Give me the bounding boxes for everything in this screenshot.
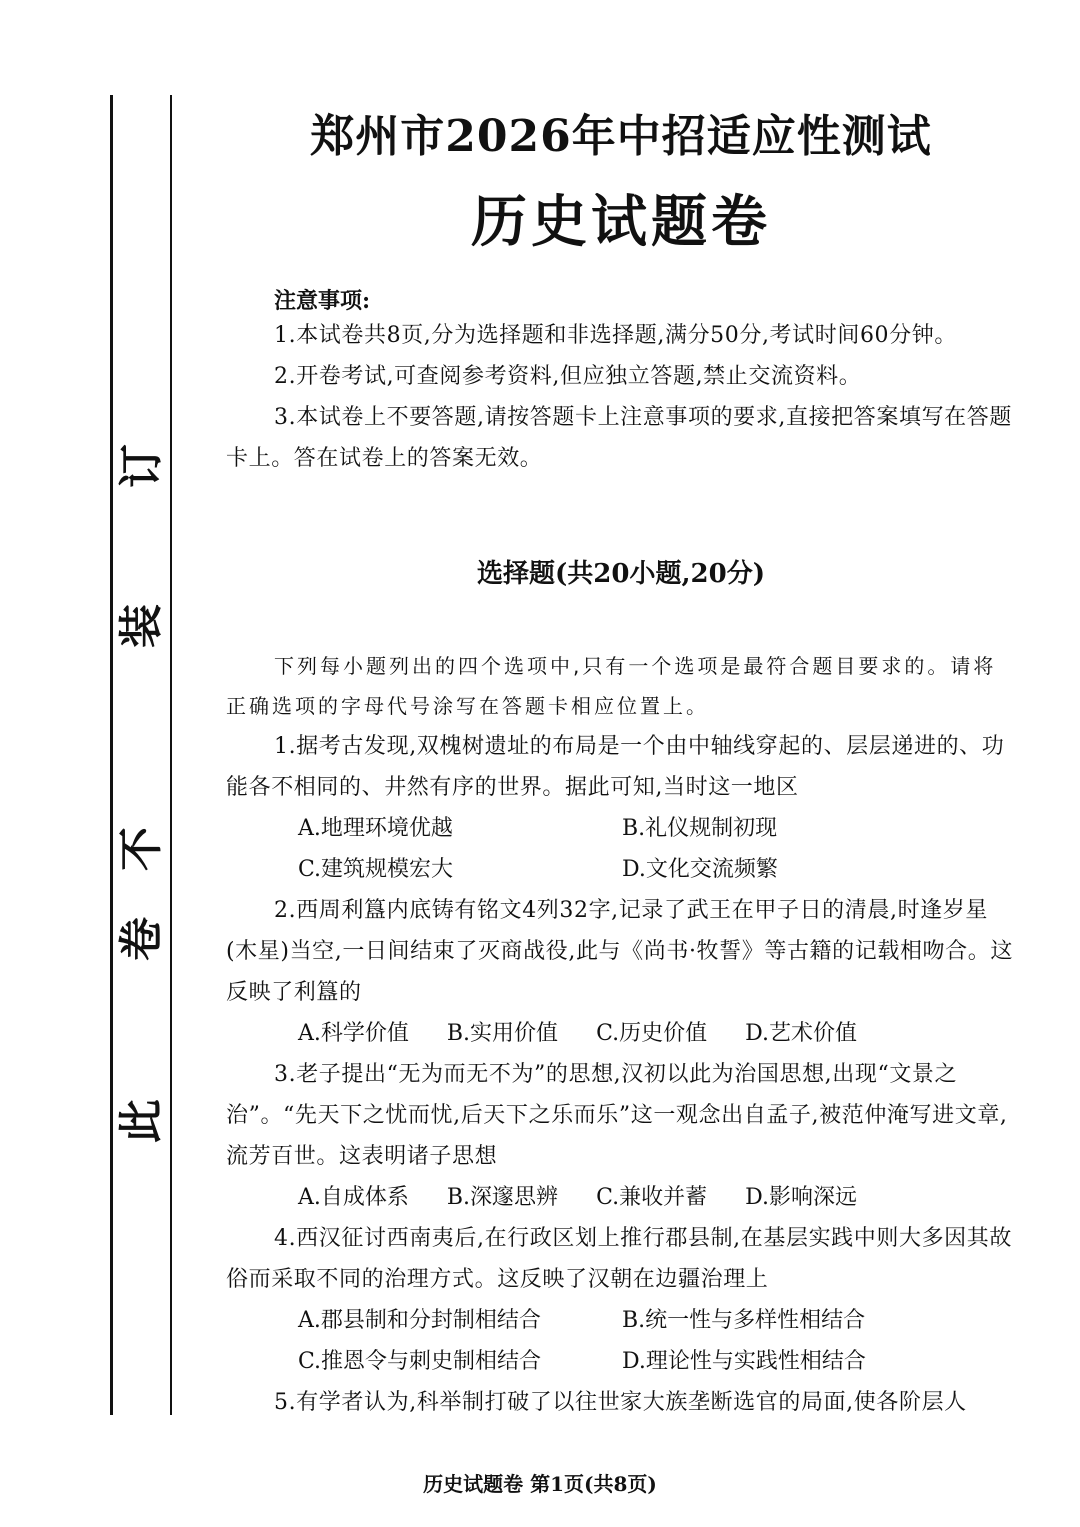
binding-char: 装: [116, 600, 168, 652]
notice-item: 2.开卷考试,可查阅参考资料,但应独立答题,禁止交流资料。: [274, 364, 862, 389]
option: B.实用价值: [446, 1021, 559, 1046]
option: C.推恩令与刺史制相结合: [298, 1349, 542, 1374]
binding-char: 此: [116, 1095, 168, 1147]
question-options: [226, 1013, 1016, 1054]
question-options: [226, 1300, 1016, 1382]
question-stem: 3.老子提出“无为而无不为”的思想,汉初以此为治国思想,出现“文景之治”。“先天下之忧而忧,后天下之乐而乐”这一观念出自孟子,被范仲淹写进文章,流芳百世。这表明诸子思想: [226, 1062, 1008, 1169]
notice-item: 1.本试卷共8页,分为选择题和非选择题,满分50分,考试时间60分钟。: [274, 323, 957, 348]
exam-title: 郑州市2026年中招适应性测试: [310, 111, 932, 162]
option: C.历史价值: [596, 1021, 708, 1046]
option: D.影响深远: [745, 1185, 857, 1210]
page-footer: 历史试题卷 第1页(共8页): [423, 1472, 657, 1496]
option: A.地理环境优越: [298, 816, 453, 841]
section-title: 选择题(共20小题,20分): [476, 559, 766, 589]
option: D.理论性与实践性相结合: [622, 1349, 866, 1374]
option: D.艺术价值: [745, 1021, 857, 1046]
notice-item: 3.本试卷上不要答题,请按答题卡上注意事项的要求,直接把答案填写在答题卡上。答在试卷上的答案无效。: [226, 405, 1012, 471]
option: B.深邃思辨: [446, 1185, 559, 1210]
option: C.建筑规模宏大: [298, 857, 454, 882]
exam-subtitle: 历史试题卷: [471, 189, 771, 255]
option: A.自成体系: [298, 1185, 409, 1210]
binding-char: 不: [116, 823, 168, 875]
binding-margin: [110, 95, 174, 1415]
option: D.文化交流频繁: [622, 857, 778, 882]
option: A.科学价值: [298, 1021, 409, 1046]
option: A.郡县制和分封制相结合: [298, 1308, 541, 1333]
option: B.礼仪规制初现: [622, 816, 778, 841]
question-options: [226, 808, 1016, 890]
notice-heading: 注意事项:: [274, 288, 371, 314]
section-instruction: 下列每小题列出的四个选项中,只有一个选项是最符合题目要求的。请将正确选项的字母代号涂写在答题卡相应位置上。: [226, 654, 997, 718]
option: B.统一性与多样性相结合: [622, 1308, 866, 1333]
binding-line: [170, 95, 172, 1415]
question-options: [226, 1177, 1016, 1218]
binding-char: 订: [116, 440, 168, 492]
exam-sheet: [226, 100, 1016, 1423]
question-stem: 5.有学者认为,科举制打破了以往世家大族垄断选官的局面,使各阶层人: [274, 1390, 967, 1415]
option: C.兼收并蓄: [596, 1185, 708, 1210]
question-stem: 2.西周利簋内底铸有铭文4列32字,记录了武王在甲子日的清晨,时逢岁星(木星)当空,一日间结束了灭商战役,此与《尚书·牧誓》等古籍的记载相吻合。这反映了利簋的: [226, 898, 1013, 1005]
question-stem: 4.西汉征讨西南夷后,在行政区划上推行郡县制,在基层实践中则大多因其故俗而采取不同的治理方式。这反映了汉朝在边疆治理上: [226, 1226, 1012, 1292]
question-stem: 1.据考古发现,双槐树遗址的布局是一个由中轴线穿起的、层层递进的、功能各不相同的、井然有序的世界。据此可知,当时这一地区: [226, 734, 1005, 800]
binding-line: [110, 95, 113, 1415]
binding-char: 卷: [116, 913, 168, 965]
